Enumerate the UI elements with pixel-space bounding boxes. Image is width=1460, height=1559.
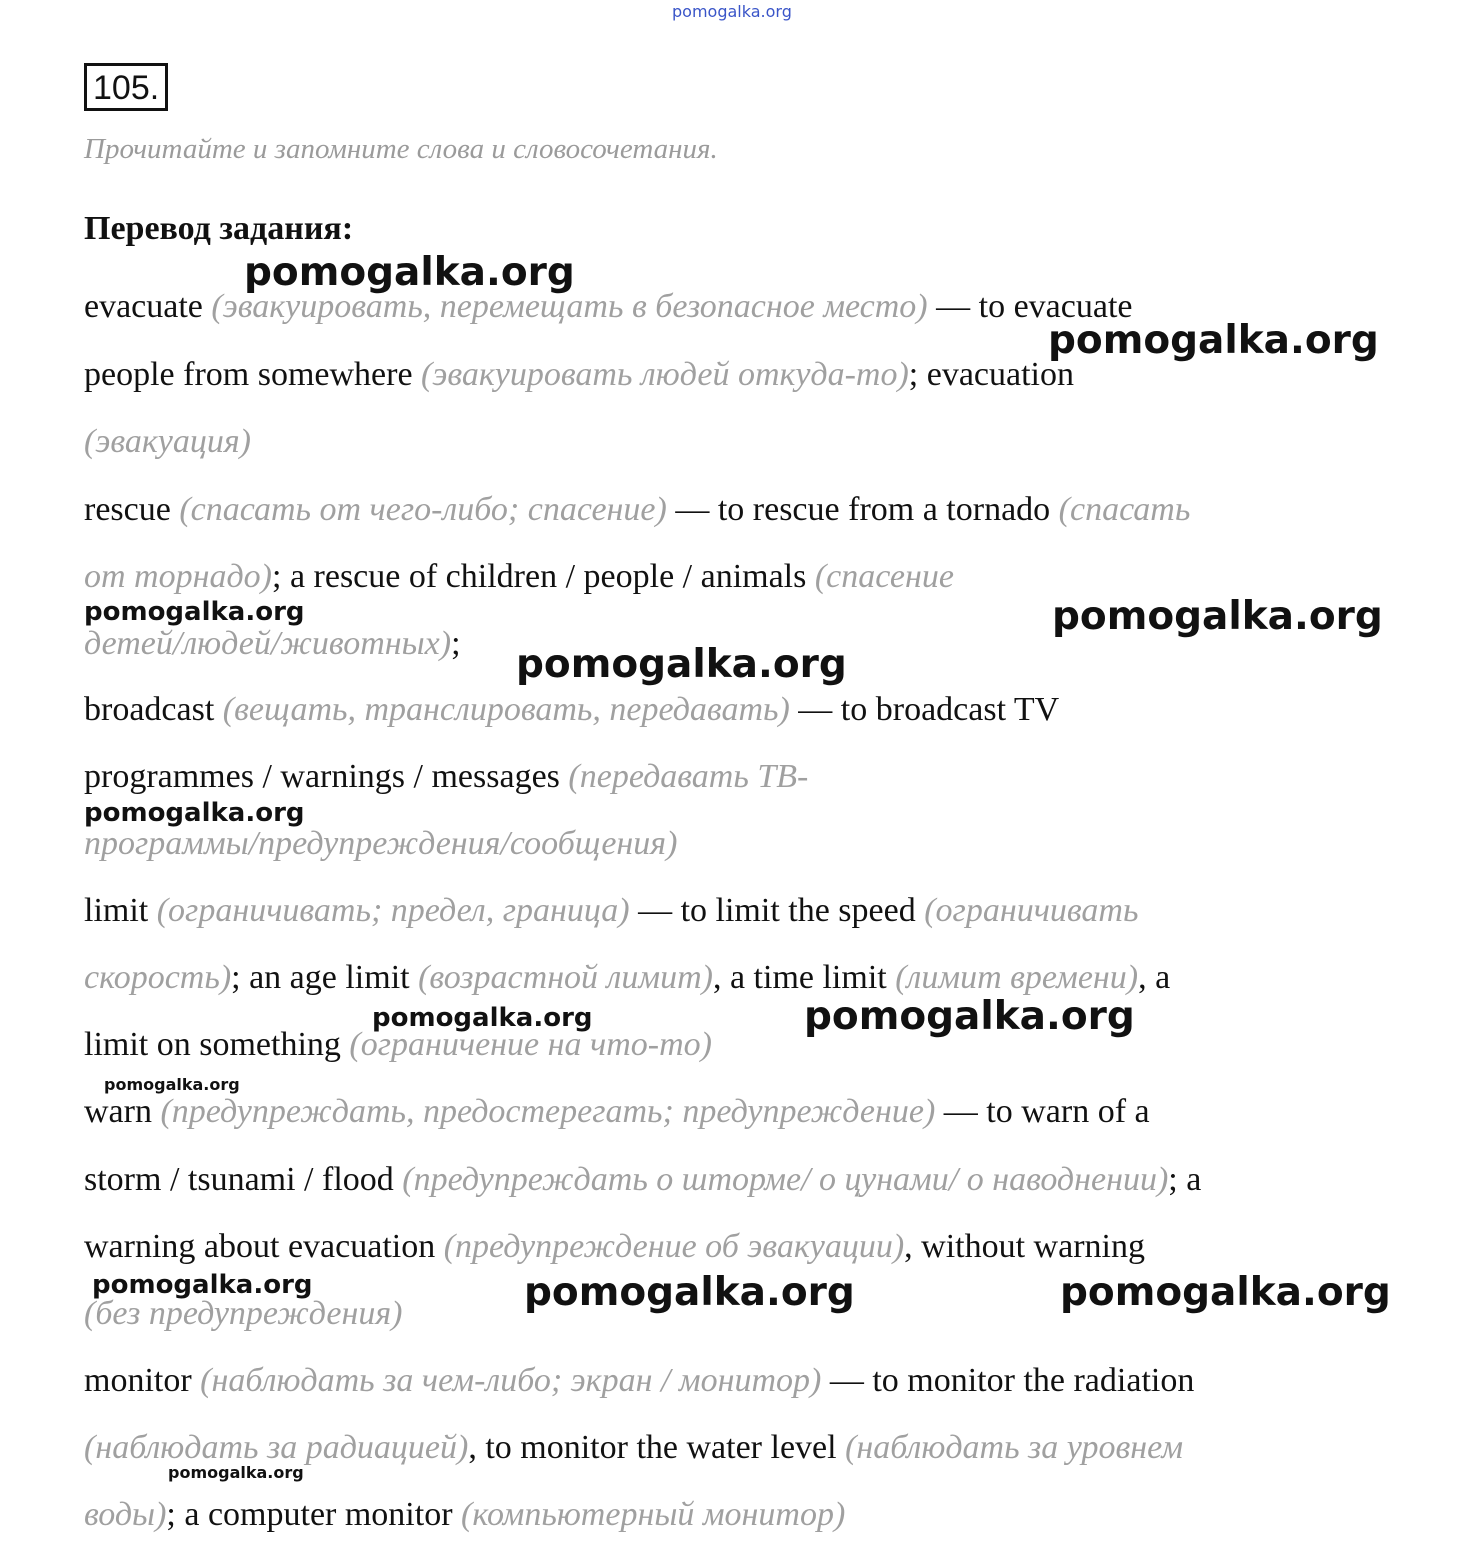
english-text: monitor: [84, 1362, 201, 1399]
watermark: pomogalka.org: [524, 1270, 855, 1315]
english-text: ; evacuation: [908, 356, 1074, 393]
english-text: — to broadcast TV: [789, 691, 1060, 728]
translation: (спасать: [1058, 491, 1191, 528]
translation: (ограничивать: [924, 892, 1139, 929]
text-line: [84, 557, 954, 597]
watermark: pomogalka.org: [84, 798, 305, 828]
watermark: pomogalka.org: [1048, 318, 1379, 363]
text-line: [84, 958, 1170, 998]
english-text: — to rescue from a tornado: [666, 491, 1059, 528]
translation: (компьютерный монитор): [461, 1496, 846, 1533]
task-number: 105.: [84, 63, 168, 111]
translation: от торнадо): [84, 558, 272, 595]
watermark: pomogalka.org: [372, 1003, 593, 1033]
translation: (наблюдать за радиацией): [84, 1429, 469, 1466]
text-line: [84, 624, 461, 664]
english-text: ; a rescue of children / people / animals: [272, 558, 815, 595]
translation: (предупреждать о шторме/ о цунами/ о наводнении): [402, 1161, 1169, 1198]
english-text: people from somewhere: [84, 356, 422, 393]
translation: (эвакуировать, перемещать в безопасное место): [211, 288, 928, 325]
translation: скорость): [84, 959, 232, 996]
translation: (наблюдать за чем-либо; экран / монитор): [200, 1362, 822, 1399]
english-text: , a time limit: [712, 959, 896, 996]
english-text: , a: [1138, 959, 1171, 996]
text-line: [84, 824, 677, 864]
watermark: pomogalka.org: [516, 642, 847, 687]
translation: (лимит времени): [895, 959, 1139, 996]
top-watermark: pomogalka.org: [672, 2, 792, 21]
text-line: [84, 1227, 1145, 1267]
text-line: [84, 1495, 845, 1535]
english-text: programmes / warnings / messages: [84, 758, 569, 795]
watermark: pomogalka.org: [92, 1270, 313, 1300]
watermark: pomogalka.org: [804, 994, 1135, 1039]
translation: (вещать, транслировать, передавать): [222, 691, 790, 728]
translation: (эвакуировать людей откуда-то): [421, 356, 909, 393]
watermark: pomogalka.org: [84, 597, 305, 627]
english-text: — to monitor the radiation: [821, 1362, 1195, 1399]
watermark: pomogalka.org: [1060, 1270, 1391, 1315]
english-text: ; a computer monitor: [166, 1496, 462, 1533]
english-text: , to monitor the water level: [468, 1429, 846, 1466]
english-text: , without warning: [904, 1228, 1145, 1265]
translation: программы/предупреждения/сообщения): [84, 825, 678, 862]
translation: (ограничение на что-то): [349, 1026, 712, 1063]
text-line: [84, 422, 251, 462]
text-line: [84, 1361, 1194, 1401]
translation: детей/людей/животных): [84, 625, 452, 662]
translation: (предупреждение об эвакуации): [443, 1228, 905, 1265]
english-text: warning about evacuation: [84, 1228, 444, 1265]
english-text: ; an age limit: [231, 959, 419, 996]
watermark: pomogalka.org: [244, 250, 575, 295]
translation: (эвакуация): [84, 423, 251, 460]
translation: (спасать от чего-либо; спасение): [179, 491, 667, 528]
english-text: limit on something: [84, 1026, 350, 1063]
text-line: [84, 355, 1074, 395]
heading: Перевод задания:: [84, 210, 354, 247]
text-line: [84, 1160, 1201, 1200]
english-text: warn: [84, 1093, 161, 1130]
english-text: evacuate: [84, 288, 212, 325]
english-text: — to evacuate: [927, 288, 1133, 325]
translation: (ограничивать; предел, граница): [156, 892, 630, 929]
text-line: [84, 1092, 1150, 1132]
watermark: pomogalka.org: [1052, 594, 1383, 639]
text-line: [84, 1428, 1183, 1468]
text-line: [84, 757, 808, 797]
translation: воды): [84, 1496, 167, 1533]
watermark: pomogalka.org: [168, 1463, 304, 1482]
translation: (спасение: [814, 558, 954, 595]
english-text: — to warn of a: [935, 1093, 1150, 1130]
translation: (наблюдать за уровнем: [845, 1429, 1184, 1466]
translation: (предупреждать, предостерегать; предупреждение): [160, 1093, 936, 1130]
translation: (без предупреждения): [84, 1295, 403, 1332]
text-line: [84, 690, 1059, 730]
english-text: ; a: [1168, 1161, 1202, 1198]
english-text: ;: [451, 625, 461, 662]
english-text: limit: [84, 892, 157, 929]
text-line: [84, 490, 1190, 530]
english-text: storm / tsunami / flood: [84, 1161, 403, 1198]
text-line: [84, 891, 1138, 931]
english-text: broadcast: [84, 691, 223, 728]
translation: (возрастной лимит): [418, 959, 713, 996]
english-text: rescue: [84, 491, 180, 528]
instruction: Прочитайте и запомните слова и словосочетания.: [84, 133, 718, 165]
watermark: pomogalka.org: [104, 1075, 240, 1094]
text-line: [84, 1294, 402, 1334]
translation: (передавать ТВ-: [568, 758, 809, 795]
english-text: — to limit the speed: [629, 892, 925, 929]
text-line: [84, 287, 1133, 327]
